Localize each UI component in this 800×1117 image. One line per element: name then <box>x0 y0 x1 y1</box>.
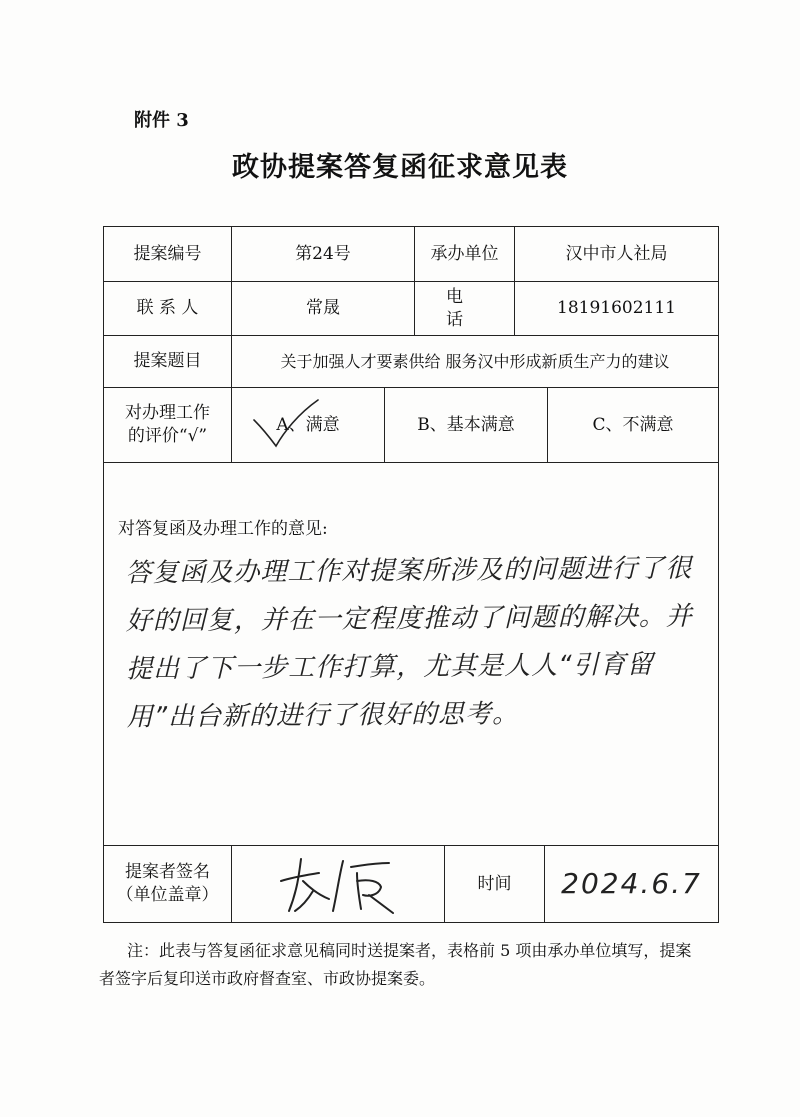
phone-label: 电 话 <box>446 286 483 330</box>
page-title: 政协提案答复函征求意见表 <box>232 152 568 183</box>
footer-note: 注：此表与答复函征求意见稿同时送提案者，表格前 5 项由承办单位填写，提案者签字后复印送市政府督查室、市政协提案委。 <box>99 941 692 988</box>
evaluation-label <box>104 388 231 462</box>
handwritten-signature <box>273 851 403 917</box>
signature-area <box>232 846 444 922</box>
phone-value: 18191602111 <box>557 298 676 319</box>
opinion-label: 对答复函及办理工作的意见: <box>118 519 328 539</box>
evaluation-label-line1: 对办理工作 <box>125 403 210 424</box>
signature-date: 2024.6.7 <box>561 867 702 901</box>
time-label: 时间 <box>477 873 512 894</box>
signature-label <box>104 846 231 922</box>
subject-label: 提案题目 <box>133 351 202 372</box>
proposal-no-value: 第24号 <box>295 243 351 264</box>
evaluation-label-line2: 的评价“√” <box>127 426 208 446</box>
proposal-no-label: 提案编号 <box>133 243 202 264</box>
option-a-satisfied[interactable] <box>232 388 384 462</box>
feedback-form-table <box>103 226 719 923</box>
option-a-label: A、满意 <box>276 414 340 435</box>
handling-unit-label: 承办单位 <box>430 243 499 264</box>
contact-label: 联 系 人 <box>136 298 199 319</box>
checkmark-icon <box>252 398 322 450</box>
row-divider <box>104 462 718 463</box>
attachment-label: 附件 3 <box>134 110 189 131</box>
signature-label-line1: 提案者签名 <box>125 862 210 883</box>
option-c-unsatisfied[interactable]: C、不满意 <box>592 414 674 435</box>
subject-value: 关于加强人才要素供给 服务汉中形成新质生产力的建议 <box>280 351 670 371</box>
contact-value: 常晟 <box>306 298 340 319</box>
handling-unit-value: 汉中市人社局 <box>565 243 668 264</box>
signature-label-line2: （单位盖章） <box>116 885 219 905</box>
handwritten-opinion: 答复函及办理工作对提案所涉及的问题进行了很好的回复，并在一定程度推动了问题的解决。并提出了下一步工作打算，尤其是人人“引育留用”出台新的进行了很好的思考。 <box>125 553 693 733</box>
option-b-basically-satisfied[interactable]: B、基本满意 <box>417 414 515 435</box>
